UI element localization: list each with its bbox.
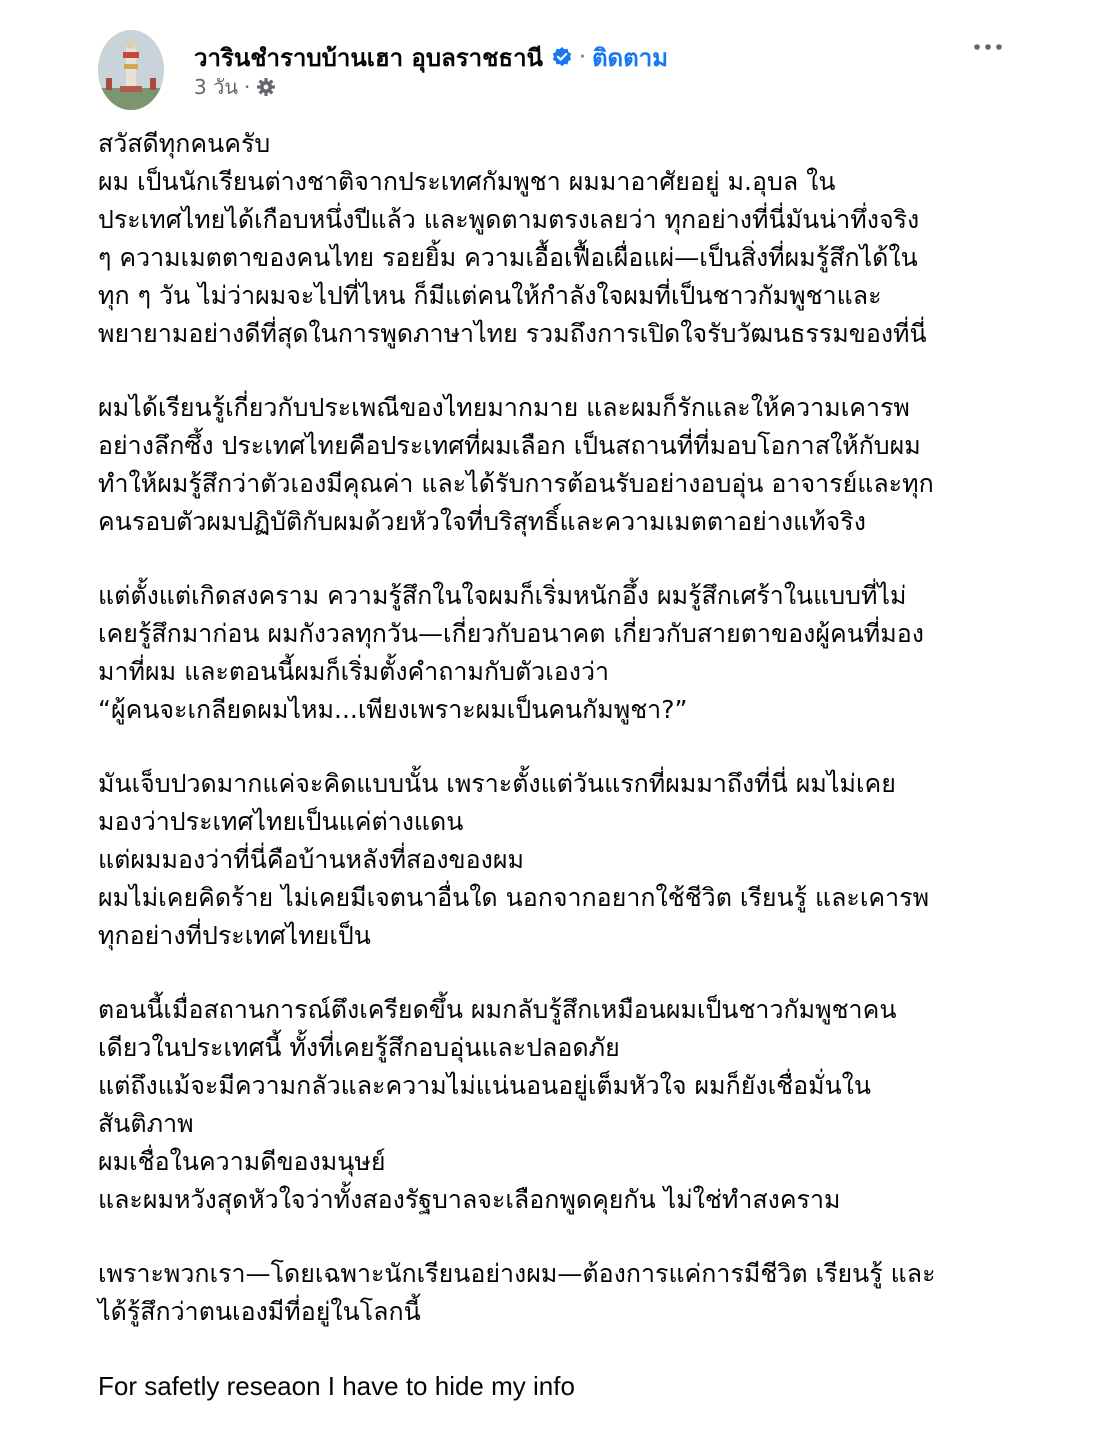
text-line: มาที่ผม และตอนนี้ผมก็เริ่มตั้งคำถามกับตัวเองว่า bbox=[98, 657, 610, 686]
text-line: ผมเชื่อในความดีของมนุษย์ bbox=[98, 1147, 386, 1176]
post-paragraph bbox=[98, 125, 1018, 353]
text-line: สวัสดีทุกคนครับ bbox=[98, 129, 271, 158]
post-paragraph bbox=[98, 389, 1018, 541]
text-line: ผม เป็นนักเรียนต่างชาติจากประเทศกัมพูชา ผมมาอาศัยอยู่ ม.อุบล ใน bbox=[98, 167, 836, 196]
text-line: และผมหวังสุดหัวใจว่าทั้งสองรัฐบาลจะเลือกพูดคุยกัน ไม่ใช่ทำสงคราม bbox=[98, 1185, 841, 1214]
gear-icon[interactable] bbox=[256, 77, 276, 97]
post-body bbox=[98, 125, 1018, 1441]
post-paragraph-english bbox=[98, 1367, 1018, 1405]
text-line: ทำให้ผมรู้สึกว่าตัวเองมีคุณค่า และได้รับการต้อนรับอย่างอบอุ่น อาจารย์และทุก bbox=[98, 469, 934, 498]
post-meta bbox=[194, 72, 276, 102]
text-line: ทุก ๆ วัน ไม่ว่าผมจะไปที่ไหน ก็มีแต่คนให้กำลังใจผมที่เป็นชาวกัมพูชาและ bbox=[98, 281, 882, 310]
text-line: แต่ถึงแม้จะมีความกลัวและความไม่แน่นอนอยู่เต็มหัวใจ ผมก็ยังเชื่อมั่นใน bbox=[98, 1071, 871, 1100]
meta-separator-dot: · bbox=[243, 75, 251, 99]
text-line: ผมได้เรียนรู้เกี่ยวกับประเพณีของไทยมากมาย และผมก็รักและให้ความเคารพ bbox=[98, 393, 910, 422]
text-line: พยายามอย่างดีที่สุดในการพูดภาษาไทย รวมถึงการเปิดใจรับวัฒนธรรมของที่นี่ bbox=[98, 319, 927, 348]
text-line: อย่างลึกซึ้ง ประเทศไทยคือประเทศที่ผมเลือก เป็นสถานที่ที่มอบโอกาสให้กับผม bbox=[98, 431, 921, 460]
text-line: สันติภาพ bbox=[98, 1109, 194, 1138]
post-paragraph bbox=[98, 1255, 1018, 1331]
text-line: มองว่าประเทศไทยเป็นแค่ต่างแดน bbox=[98, 807, 464, 836]
text-line: ๆ ความเมตตาของคนไทย รอยยิ้ม ความเอื้อเฟื้อเผื่อแผ่—เป็นสิ่งที่ผมรู้สึกได้ใน bbox=[98, 243, 918, 272]
text-line: เพราะพวกเรา—โดยเฉพาะนักเรียนอย่างผม—ต้องการแค่การมีชีวิต เรียนรู้ และ bbox=[98, 1259, 936, 1288]
text-line: คนรอบตัวผมปฏิบัติกับผมด้วยหัวใจที่บริสุทธิ์และความเมตตาอย่างแท้จริง bbox=[98, 507, 866, 536]
post-paragraph bbox=[98, 765, 1018, 955]
text-line: เคยรู้สึกมาก่อน ผมกังวลทุกวัน—เกี่ยวกับอนาคต เกี่ยวกับสายตาของผู้คนที่มอง bbox=[98, 619, 924, 648]
text-line: ประเทศไทยได้เกือบหนึ่งปีแล้ว และพูดตามตรงเลยว่า ทุกอย่างที่นี่มันน่าทึ่งจริง bbox=[98, 205, 920, 234]
post-header bbox=[98, 30, 1018, 110]
page-name[interactable]: วารินชำราบบ้านเฮา อุบลราชธานี bbox=[194, 43, 543, 72]
text-line: “ผู้คนจะเกลียดผมไหม...เพียงเพราะผมเป็นคนกัมพูชา?” bbox=[98, 695, 688, 724]
page-avatar[interactable] bbox=[98, 30, 164, 110]
verified-badge-icon bbox=[551, 46, 573, 68]
text-line: For safetly reseaon I have to hide my info bbox=[98, 1371, 575, 1401]
follow-button[interactable]: ติดตาม bbox=[591, 43, 669, 72]
text-line: แต่ตั้งแต่เกิดสงคราม ความรู้สึกในใจผมก็เริ่มหนักอึ้ง ผมรู้สึกเศร้าในแบบที่ไม่ bbox=[98, 581, 907, 610]
text-line: เดียวในประเทศนี้ ทั้งที่เคยรู้สึกอบอุ่นและปลอดภัย bbox=[98, 1033, 620, 1062]
more-horizontal-icon bbox=[973, 43, 1003, 51]
text-line: ผมไม่เคยคิดร้าย ไม่เคยมีเจตนาอื่นใด นอกจากอยากใช้ชีวิต เรียนรู้ และเคารพ bbox=[98, 883, 930, 912]
text-line: แต่ผมมองว่าที่นี่คือบ้านหลังที่สองของผม bbox=[98, 845, 524, 874]
text-line: มันเจ็บปวดมากแค่จะคิดแบบนั้น เพราะตั้งแต่วันแรกที่ผมมาถึงที่นี่ ผมไม่เคย bbox=[98, 769, 896, 798]
post-paragraph bbox=[98, 991, 1018, 1219]
separator-dot: · bbox=[578, 44, 586, 70]
text-line: ได้รู้สึกว่าตนเองมีที่อยู่ในโลกนี้ bbox=[98, 1297, 421, 1326]
text-line: ทุกอย่างที่ประเทศไทยเป็น bbox=[98, 921, 371, 950]
monument-image-icon bbox=[98, 30, 164, 110]
post-timestamp[interactable]: 3 วัน bbox=[194, 75, 238, 99]
post-paragraph bbox=[98, 577, 1018, 729]
more-options-button[interactable] bbox=[968, 30, 1008, 64]
page-name-row bbox=[194, 40, 668, 74]
text-line: ตอนนี้เมื่อสถานการณ์ตึงเครียดขึ้น ผมกลับรู้สึกเหมือนผมเป็นชาวกัมพูชาคน bbox=[98, 995, 897, 1024]
